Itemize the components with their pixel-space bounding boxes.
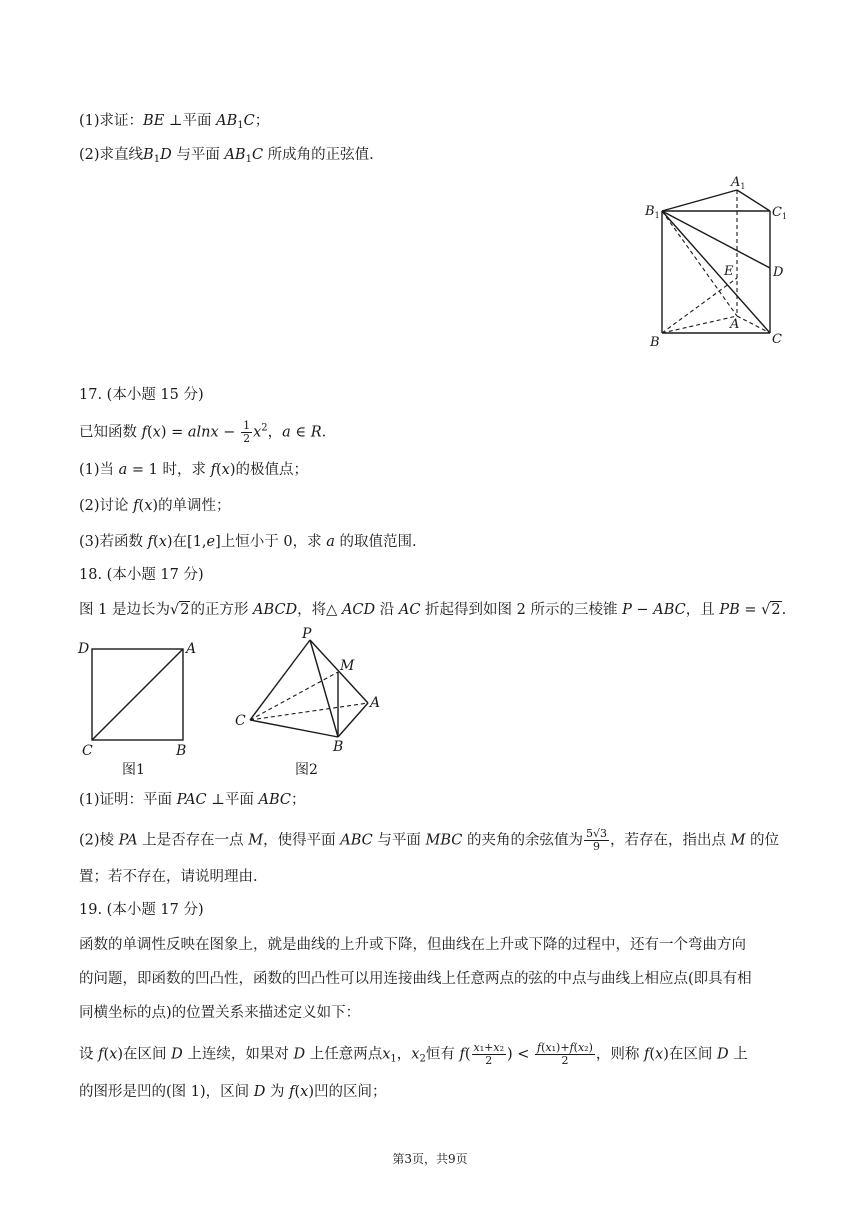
square-figure bbox=[72, 635, 212, 780]
q18-header: 18. (本小题 17 分) bbox=[79, 567, 204, 583]
q19-line3: 同横坐标的点)的位置关系来描述定义如下： bbox=[79, 1005, 361, 1021]
q17-intro: 已知函数 f(x) = alnx − $\frac{1}{2}$ $x^2$，a ∈ R. bbox=[79, 419, 327, 445]
pyramid-figure bbox=[230, 625, 390, 780]
label-B: B bbox=[176, 743, 187, 759]
label-D: D bbox=[78, 641, 90, 657]
label-C: C bbox=[772, 332, 782, 347]
q18-intro: 图 1 是边长为√2的正方形 ABCD，将△ ACD 沿 AC 折起得到如图 2 所示的三棱锥 P − ABC，且 PB = √2. bbox=[79, 602, 787, 618]
q16-part2: (2)求直线$B_1D$ 与平面 $AB_1C$ 所成角的正弦值. bbox=[79, 147, 374, 165]
label-C: C bbox=[235, 713, 246, 729]
label-A: A bbox=[370, 695, 381, 711]
q19-line2: 的问题，即函数的凹凸性，函数的凹凸性可以用连接曲线上任意两点的弦的中点与曲线上相应点(即具有相 bbox=[79, 971, 752, 987]
q17-part1: (1)当 a = 1 时，求 f(x)的极值点； bbox=[79, 462, 309, 478]
label-B: B bbox=[650, 335, 660, 350]
q18-part2-cont: 置；若不存在，请说明理由. bbox=[79, 869, 258, 885]
label-B: B bbox=[333, 739, 344, 755]
label-A: A bbox=[186, 641, 197, 657]
q18-part2: (2)棱 PA 上是否存在一点 M，使得平面 ABC 与平面 MBC 的夹角的余弦值为 $\frac{5√3}{9}$ ，若存在，指出点 M 的位 bbox=[79, 827, 780, 853]
q17-part2: (2)讨论 f(x)的单调性； bbox=[79, 498, 231, 514]
q17-header: 17. (本小题 15 分) bbox=[79, 387, 204, 403]
label-A1: $A_1$ bbox=[731, 175, 746, 191]
label-M: M bbox=[340, 658, 355, 674]
q19-line4: 设 f(x)在区间 D 上连续，如果对 D 上任意两点$x_1$，$x_2$恒有 f( $\frac{\text{x₁+x₂}}{2}$ ) < $\frac{\text{f(x₁)+f(x₂)}}{2}$ ，则称 f(x)在区间 D 上 bbox=[79, 1041, 748, 1067]
page-footer: 第3页，共9页 bbox=[392, 1152, 468, 1166]
label-D: D bbox=[773, 265, 784, 280]
prism-figure bbox=[640, 168, 800, 353]
label-B1: $B_1$ bbox=[645, 204, 660, 220]
q19-line5: 的图形是凹的(图 1)，区间 D 为 f(x)凹的区间； bbox=[79, 1084, 387, 1100]
q19-header: 19. (本小题 17 分) bbox=[79, 902, 204, 918]
q17-part3: (3)若函数 f(x)在[1,e]上恒小于 0，求 a 的取值范围. bbox=[79, 534, 417, 550]
q16-part1: (1)求证：BE ⊥平面 $AB_1C$； bbox=[79, 113, 270, 131]
q19-line1: 函数的单调性反映在图象上，就是曲线的上升或下降，但曲线在上升或下降的过程中，还有一个弯曲方向 bbox=[79, 937, 746, 953]
label-P: P bbox=[302, 626, 312, 642]
label-A: A bbox=[730, 317, 740, 332]
label-E: E bbox=[724, 264, 734, 279]
label-C1: $C_1$ bbox=[772, 205, 788, 221]
figure-caption: 图1 bbox=[122, 762, 145, 778]
q18-part1: (1)证明：平面 PAC ⊥平面 ABC； bbox=[79, 792, 306, 808]
label-C: C bbox=[82, 743, 93, 759]
figure-caption: 图2 bbox=[295, 762, 318, 778]
